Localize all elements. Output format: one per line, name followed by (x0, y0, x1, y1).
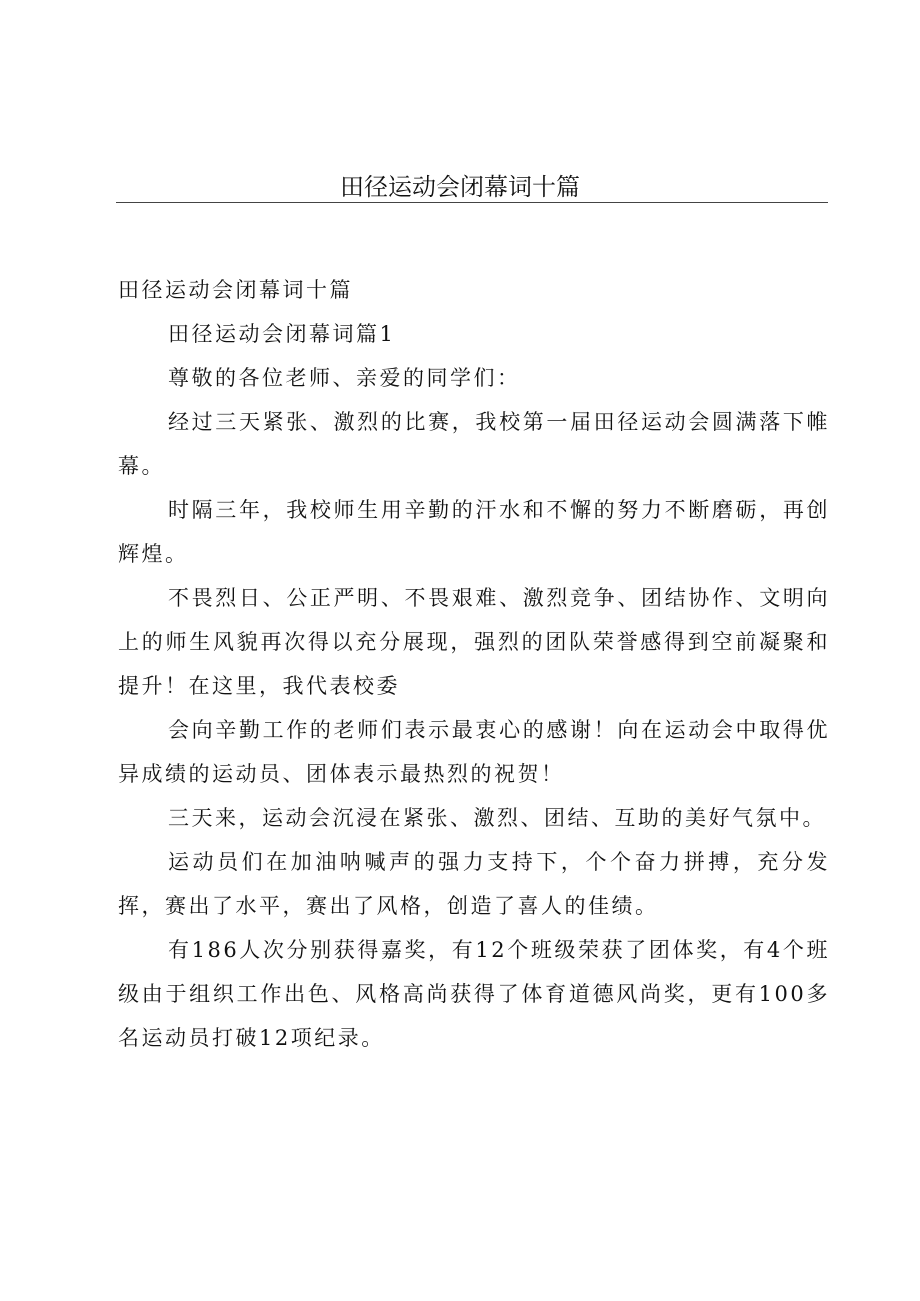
salutation: 尊敬的各位老师、亲爱的同学们： (168, 366, 521, 390)
paragraph: 经过三天紧张、激烈的比赛，我校第一届田径运动会圆满落下帷幕。 (118, 410, 830, 478)
paragraph: 三天来，运动会沉浸在紧张、激烈、团结、互助的美好气氛中。 (168, 806, 826, 830)
header-divider (116, 202, 828, 203)
document-title: 田径运动会闭幕词十篇 (118, 278, 353, 302)
page-header-title: 田径运动会闭幕词十篇 (340, 173, 580, 201)
section-heading: 田径运动会闭幕词篇1 (168, 322, 396, 346)
paragraph: 会向辛勤工作的老师们表示最衷心的感谢！向在运动会中取得优异成绩的运动员、团体表示最热烈的祝贺！ (118, 718, 830, 786)
document-body (118, 268, 830, 1060)
paragraph: 不畏烈日、公正严明、不畏艰难、激烈竞争、团结协作、文明向上的师生风貌再次得以充分展现，强烈的团队荣誉感得到空前凝聚和提升！在这里，我代表校委 (118, 586, 830, 698)
paragraph: 时隔三年，我校师生用辛勤的汗水和不懈的努力不断磨砺，再创辉煌。 (118, 498, 830, 566)
paragraph: 运动员们在加油呐喊声的强力支持下，个个奋力拼搏，充分发挥，赛出了水平，赛出了风格，创造了喜人的佳绩。 (118, 850, 830, 918)
paragraph: 有186人次分别获得嘉奖，有12个班级荣获了团体奖，有4个班级由于组织工作出色、风格高尚获得了体育道德风尚奖，更有100多名运动员打破12项纪录。 (118, 938, 830, 1050)
